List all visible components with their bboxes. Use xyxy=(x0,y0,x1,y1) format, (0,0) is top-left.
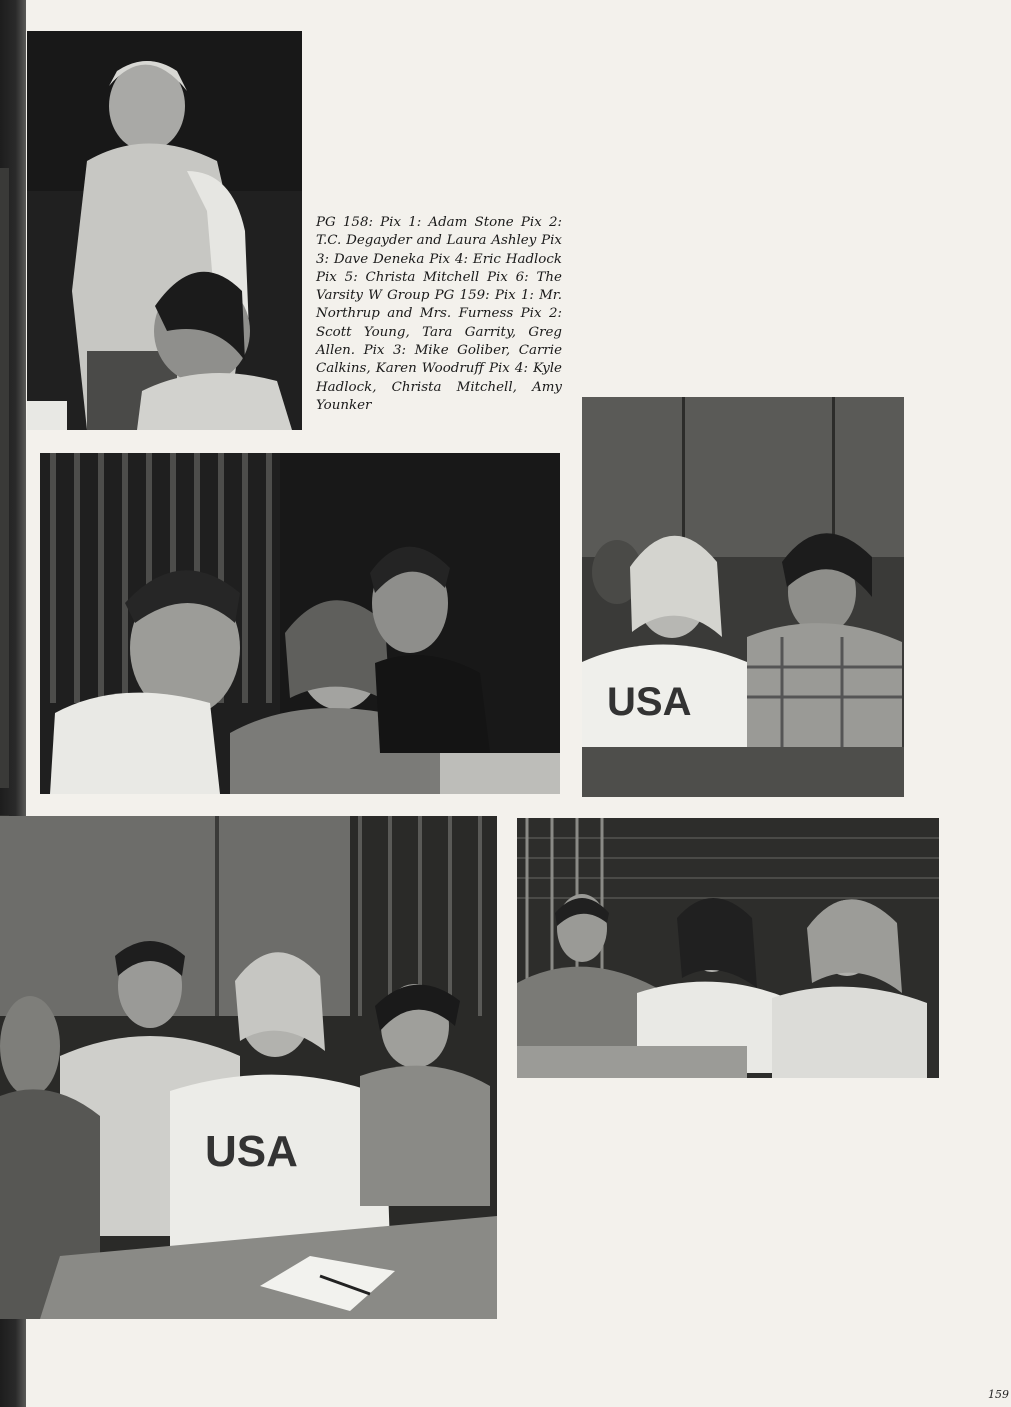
photo-group-at-table xyxy=(0,816,497,1319)
usa-lettering-2: USA xyxy=(205,1127,298,1176)
photo-three-seated-students xyxy=(517,818,939,1078)
photo-girls-at-table xyxy=(582,397,904,797)
photo-three-students xyxy=(40,453,560,794)
photo-teacher-and-student xyxy=(27,31,302,430)
usa-lettering: USA xyxy=(607,680,692,724)
photo-caption: PG 158: Pix 1: Adam Stone Pix 2: T.C. Degayder and Laura Ashley Pix 3: Dave Deneka Pix 4: Eric Hadlock Pix 5: Christa Mitchell Pix 6: The Varsity W Group PG 159: Pix 1: Mr. Northrup and Mrs. Furness Pix 2: Scott Young, Tara Garrity, Greg Allen. Pix 3: Mike Goliber, Carrie Calkins, Karen Woodruff Pix 4: Kyle Hadlock, Christa Mitchell, Amy Younker xyxy=(316,215,562,413)
previous-page-edge xyxy=(0,168,9,788)
page-number: 159 xyxy=(988,1388,1009,1401)
